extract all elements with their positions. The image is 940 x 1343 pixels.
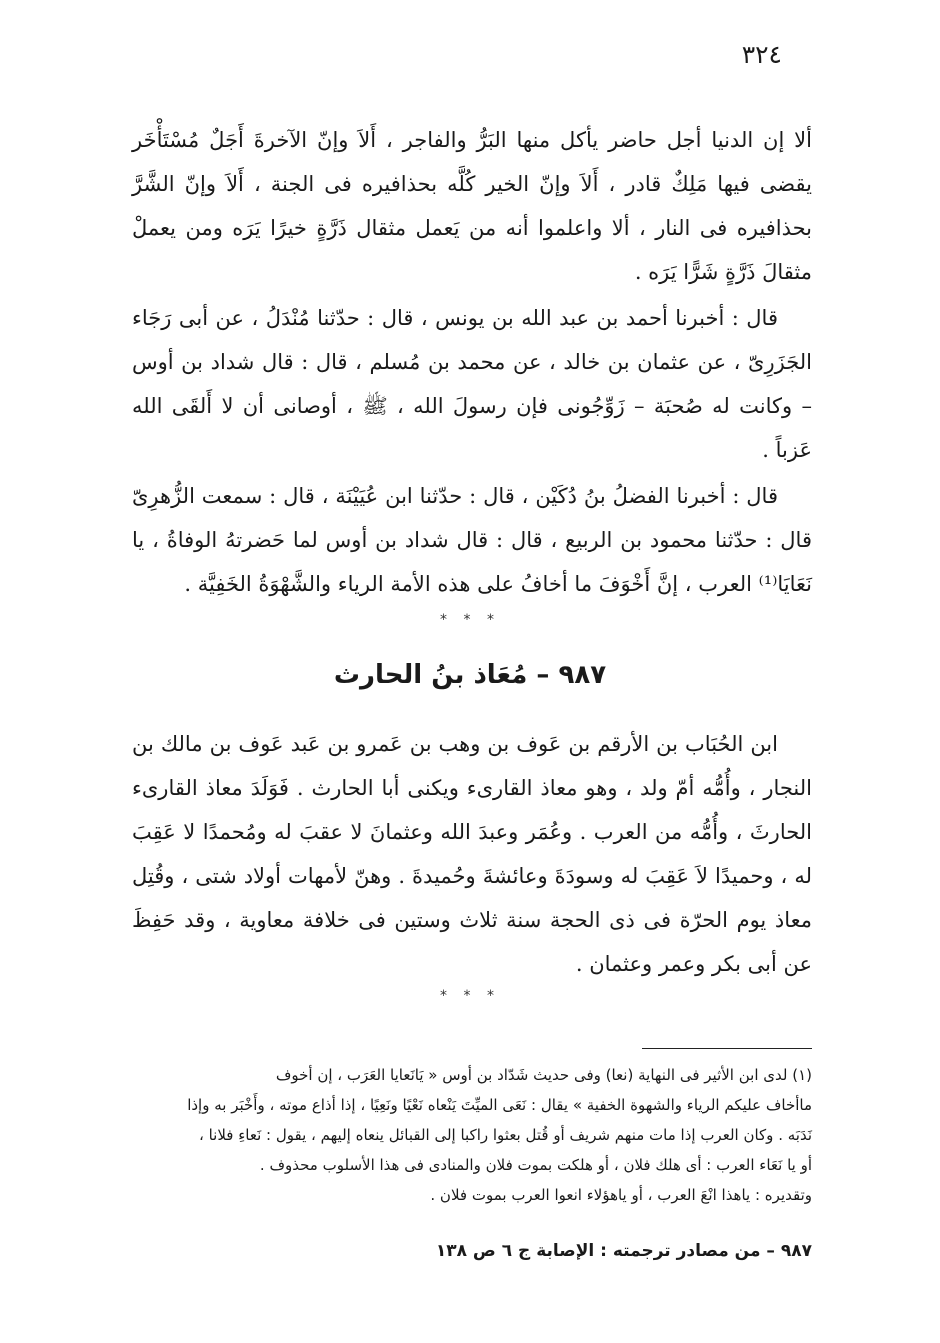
section-separator: * * * <box>440 612 500 628</box>
sources-note: ٩٨٧ – من مصادر ترجمته : الإصابة ج ٦ ص ١٣٨ <box>435 1241 812 1261</box>
page-number: ٣٢٤ <box>741 40 782 69</box>
footnote-line: (١) لدى ابن الأثير فى النهاية (نعا) وفى حديث شَدّاد بن أوس « يَانَعايا العَرَب ، إن أخوف <box>275 1066 812 1084</box>
footnote-line: نَدَبَه . وكان العرب إذا مات منهم شريف أو قُتل بعثوا راكبا إلى القبائل ينعاه إليهم ، يقول : نَعاءِ فلانا ، <box>199 1126 812 1144</box>
section-2-text <box>132 722 812 986</box>
biography-heading: ٩٨٧ – مُعَاذ بنُ الحارث <box>333 660 607 690</box>
section-separator-2: * * * <box>440 988 500 1004</box>
footnotes <box>132 1060 812 1210</box>
footnote-line: وتقديره : ياهذا انْعَ العرب ، أو ياهؤلاء انعوا العرب بموت فلان . <box>430 1186 812 1204</box>
paragraph-shaddad-marriage: قال : أخبرنا أحمد بن عبد الله بن يونس ، قال : حدّثنا مُنْدَلُ ، عن أبى رَجَاء الجَزَرِىّ ، عن عثمان بن خالد ، عن محمد بن مُسلم ، قال : قال شداد بن أوس – وكانت له صُحبَة – زَوِّجُونى فإن رسولَ الله ، ﷺ ، أوصانى أن لا أَلقَى الله عَزباً . <box>132 306 812 462</box>
footnote-divider <box>642 1048 812 1049</box>
paragraph-muadh-biography: ابن الحُبَاب بن الأرقم بن عَوف بن وهب بن عَمرو بن عَبد عَوف بن مالك بن النجار ، وأُمُّه أمّ ولد ، وهو معاذ القارىء ويكنى أبا الحارث . فَوَلَدَ معاذ القارىء الحارثَ ، وأُمُّه من العرب . وعُمَر وعبدَ الله وعثمانَ لا عقبَ له ومُحمدًا لا عَقِبَ له ، وحميدًا لاَ عَقِبَ له وسودَةَ وعائشةَ وحُميدةَ . وهنّ لأمهات أولاد شتى ، وقُتِل معاذ يوم الحرّة فى ذى الحجة سنة ثلاث وستين فى خلافة معاوية ، وقد حَفِظَ عن أبى بكر وعمر وعثمان . <box>132 732 812 976</box>
section-1-text <box>132 118 812 606</box>
paragraph-hadith-ending: ألا إن الدنيا أجل حاضر يأكل منها البَرُّ والفاجر ، أَلاَ وإنّ الآخرةَ أَجَلٌ مُسْتَأْخَر يقضى فيها مَلِكٌ قادر ، أَلاَ وإنّ الخير كُلَّه بحذافيره فى الجنة ، أَلاَ وإنّ الشَّرَّ بحذافيره فى النار ، ألا واعلموا أنه من يَعمل مثقال ذَرَّةٍ خيرًا يَرَه ومن يعملْ مثقالَ ذَرَّةٍ شَرًّا يَرَه . <box>132 128 812 284</box>
footnote-line: ماأخاف عليكم الرياء والشهوة الخفية » يقال : نَعَى الميِّتَ يَنْعاه نَعْيًا ونَعِيًا ، إذا أذاع موته ، وأَخْبَر به وإذا <box>187 1096 812 1114</box>
footnote-line: أو يا نَعَاء العرب : أى هلك فلان ، أو هلكت بموت فلان والمنادى فى هذا الأسلوب محذوف . <box>259 1156 812 1174</box>
paragraph-shaddad-death: قال : أخبرنا الفضلُ بنُ دُكَيْن ، قال : حدّثنا ابن عُيَيْنَة ، قال : سمعت الزُّهرِىّ قال : حدّثنا محمود بن الربيع ، قال : قال شداد بن أوس لما حَضرتهُ الوفاةُ ، يا نَعَايَا⁽¹⁾ العرب ، إنَّ أَخْوَفَ ما أخافُ على هذه الأمة الرياء والشَّهْوَةُ الخَفِيَّة . <box>132 484 812 596</box>
